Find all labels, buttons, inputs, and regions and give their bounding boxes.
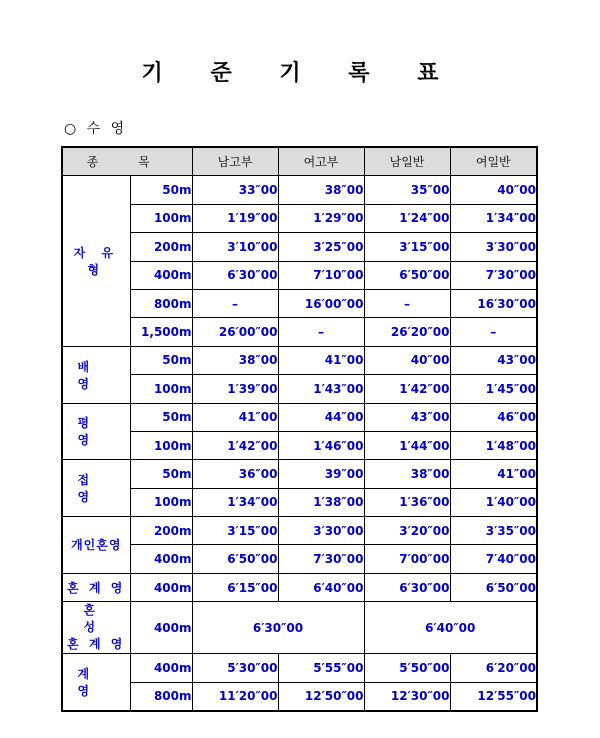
record-cell: 6′50″00 xyxy=(450,573,537,601)
header-col: 남고부 xyxy=(192,147,278,176)
record-cell: 1′46″00 xyxy=(278,431,364,459)
event-label: 계 영 xyxy=(62,654,130,711)
distance-cell: 800m xyxy=(130,682,192,711)
record-cell: 6′15″00 xyxy=(192,573,278,601)
distance-cell: 400m xyxy=(130,602,192,654)
record-cell: 43″00 xyxy=(364,403,450,431)
event-label: 혼 계 영 xyxy=(62,573,130,601)
record-cell: 1′44″00 xyxy=(364,431,450,459)
table-row xyxy=(62,346,537,374)
record-cell: 7′00″00 xyxy=(364,545,450,573)
record-cell: 26′00″00 xyxy=(192,318,278,346)
table-row xyxy=(62,176,537,204)
table-row xyxy=(62,488,537,516)
distance-cell: 50m xyxy=(130,176,192,204)
record-cell: 3′20″00 xyxy=(364,517,450,545)
record-cell: 7′30″00 xyxy=(450,261,537,289)
record-cell: 3′35″00 xyxy=(450,517,537,545)
record-cell: 1′34″00 xyxy=(450,204,537,232)
table-row xyxy=(62,289,537,317)
record-cell: 1′38″00 xyxy=(278,488,364,516)
record-cell: 7′30″00 xyxy=(278,545,364,573)
record-cell: 6′30″00 xyxy=(192,261,278,289)
record-cell: 38″00 xyxy=(192,346,278,374)
record-cell: 41″00 xyxy=(450,460,537,488)
record-cell: 38″00 xyxy=(278,176,364,204)
record-cell: 44″00 xyxy=(278,403,364,431)
record-cell: 1′34″00 xyxy=(192,488,278,516)
record-cell: 1′24″00 xyxy=(364,204,450,232)
record-cell: 3′10″00 xyxy=(192,233,278,261)
record-cell: 41″00 xyxy=(192,403,278,431)
table-row xyxy=(62,318,537,346)
record-cell: 26′20″00 xyxy=(364,318,450,346)
record-cell: 16′30″00 xyxy=(450,289,537,317)
table-row xyxy=(62,460,537,488)
table-row xyxy=(62,375,537,403)
distance-cell: 100m xyxy=(130,204,192,232)
table-row xyxy=(62,682,537,711)
record-cell: 12′50″00 xyxy=(278,682,364,711)
distance-cell: 200m xyxy=(130,233,192,261)
distance-cell: 50m xyxy=(130,346,192,374)
record-cell: 46″00 xyxy=(450,403,537,431)
record-cell: 39″00 xyxy=(278,460,364,488)
record-cell: 1′29″00 xyxy=(278,204,364,232)
record-cell: 3′15″00 xyxy=(192,517,278,545)
table-row xyxy=(62,261,537,289)
record-cell: 12′30″00 xyxy=(364,682,450,711)
record-cell: – xyxy=(192,289,278,317)
record-cell: 6′50″00 xyxy=(364,261,450,289)
event-label: 개인혼영 xyxy=(62,517,130,574)
table-row xyxy=(62,654,537,682)
record-cell: 7′10″00 xyxy=(278,261,364,289)
record-cell: – xyxy=(278,318,364,346)
record-cell: 1′19″00 xyxy=(192,204,278,232)
event-label: 배 영 xyxy=(62,346,130,403)
distance-cell: 400m xyxy=(130,545,192,573)
table-header-row xyxy=(62,147,537,176)
record-cell: 40″00 xyxy=(364,346,450,374)
record-cell: 1′40″00 xyxy=(450,488,537,516)
table-row xyxy=(62,602,537,654)
distance-cell: 50m xyxy=(130,460,192,488)
table-row xyxy=(62,204,537,232)
distance-cell: 400m xyxy=(130,573,192,601)
event-label-mixed xyxy=(62,602,130,654)
distance-cell: 100m xyxy=(130,431,192,459)
record-cell: 6′40″00 xyxy=(278,573,364,601)
distance-cell: 50m xyxy=(130,403,192,431)
record-cell: 5′50″00 xyxy=(364,654,450,682)
event-label-line: 혼 성 xyxy=(83,603,110,635)
record-cell: 3′15″00 xyxy=(364,233,450,261)
distance-cell: 200m xyxy=(130,517,192,545)
distance-cell: 400m xyxy=(130,261,192,289)
record-cell: 40″00 xyxy=(450,176,537,204)
distance-cell: 800m xyxy=(130,289,192,317)
table-row xyxy=(62,517,537,545)
distance-cell: 100m xyxy=(130,488,192,516)
table-row xyxy=(62,545,537,573)
record-cell: 11′20″00 xyxy=(192,682,278,711)
table-row xyxy=(62,431,537,459)
header-event: 종 목 xyxy=(62,147,192,176)
record-cell: 41″00 xyxy=(278,346,364,374)
record-cell: 33″00 xyxy=(192,176,278,204)
record-table xyxy=(61,146,538,712)
page-title: 기 준 기 록 표 xyxy=(141,61,459,86)
distance-cell: 400m xyxy=(130,654,192,682)
record-cell: 6′20″00 xyxy=(450,654,537,682)
record-cell: 1′39″00 xyxy=(192,375,278,403)
record-cell: 35″00 xyxy=(364,176,450,204)
record-cell: 1′42″00 xyxy=(364,375,450,403)
record-cell: 43″00 xyxy=(450,346,537,374)
header-col: 남일반 xyxy=(364,147,450,176)
record-cell: 36″00 xyxy=(192,460,278,488)
event-label: 접 영 xyxy=(62,460,130,517)
record-cell: 1′45″00 xyxy=(450,375,537,403)
record-cell: 1′36″00 xyxy=(364,488,450,516)
header-col: 여일반 xyxy=(450,147,537,176)
record-cell: 6′40″00 xyxy=(364,602,537,654)
record-cell: 5′55″00 xyxy=(278,654,364,682)
record-cell: 1′48″00 xyxy=(450,431,537,459)
section-heading: ○ 수 영 xyxy=(64,121,128,137)
record-cell: 5′30″00 xyxy=(192,654,278,682)
record-cell: 7′40″00 xyxy=(450,545,537,573)
record-cell: 12′55″00 xyxy=(450,682,537,711)
record-cell: 6′30″00 xyxy=(192,602,364,654)
record-cell: 1′43″00 xyxy=(278,375,364,403)
record-cell: – xyxy=(364,289,450,317)
record-cell: 3′25″00 xyxy=(278,233,364,261)
record-cell: 6′30″00 xyxy=(364,573,450,601)
table-row xyxy=(62,573,537,601)
distance-cell: 100m xyxy=(130,375,192,403)
record-cell: 1′42″00 xyxy=(192,431,278,459)
distance-cell: 1,500m xyxy=(130,318,192,346)
event-label: 평 영 xyxy=(62,403,130,460)
event-label: 자 유 형 xyxy=(62,176,130,346)
record-cell: 3′30″00 xyxy=(278,517,364,545)
record-cell: 38″00 xyxy=(364,460,450,488)
record-cell: 16′00″00 xyxy=(278,289,364,317)
table-row xyxy=(62,233,537,261)
record-cell: – xyxy=(450,318,537,346)
record-cell: 6′50″00 xyxy=(192,545,278,573)
header-col: 여고부 xyxy=(278,147,364,176)
event-label-line: 혼 계 영 xyxy=(67,637,126,652)
record-cell: 3′30″00 xyxy=(450,233,537,261)
table-row xyxy=(62,403,537,431)
